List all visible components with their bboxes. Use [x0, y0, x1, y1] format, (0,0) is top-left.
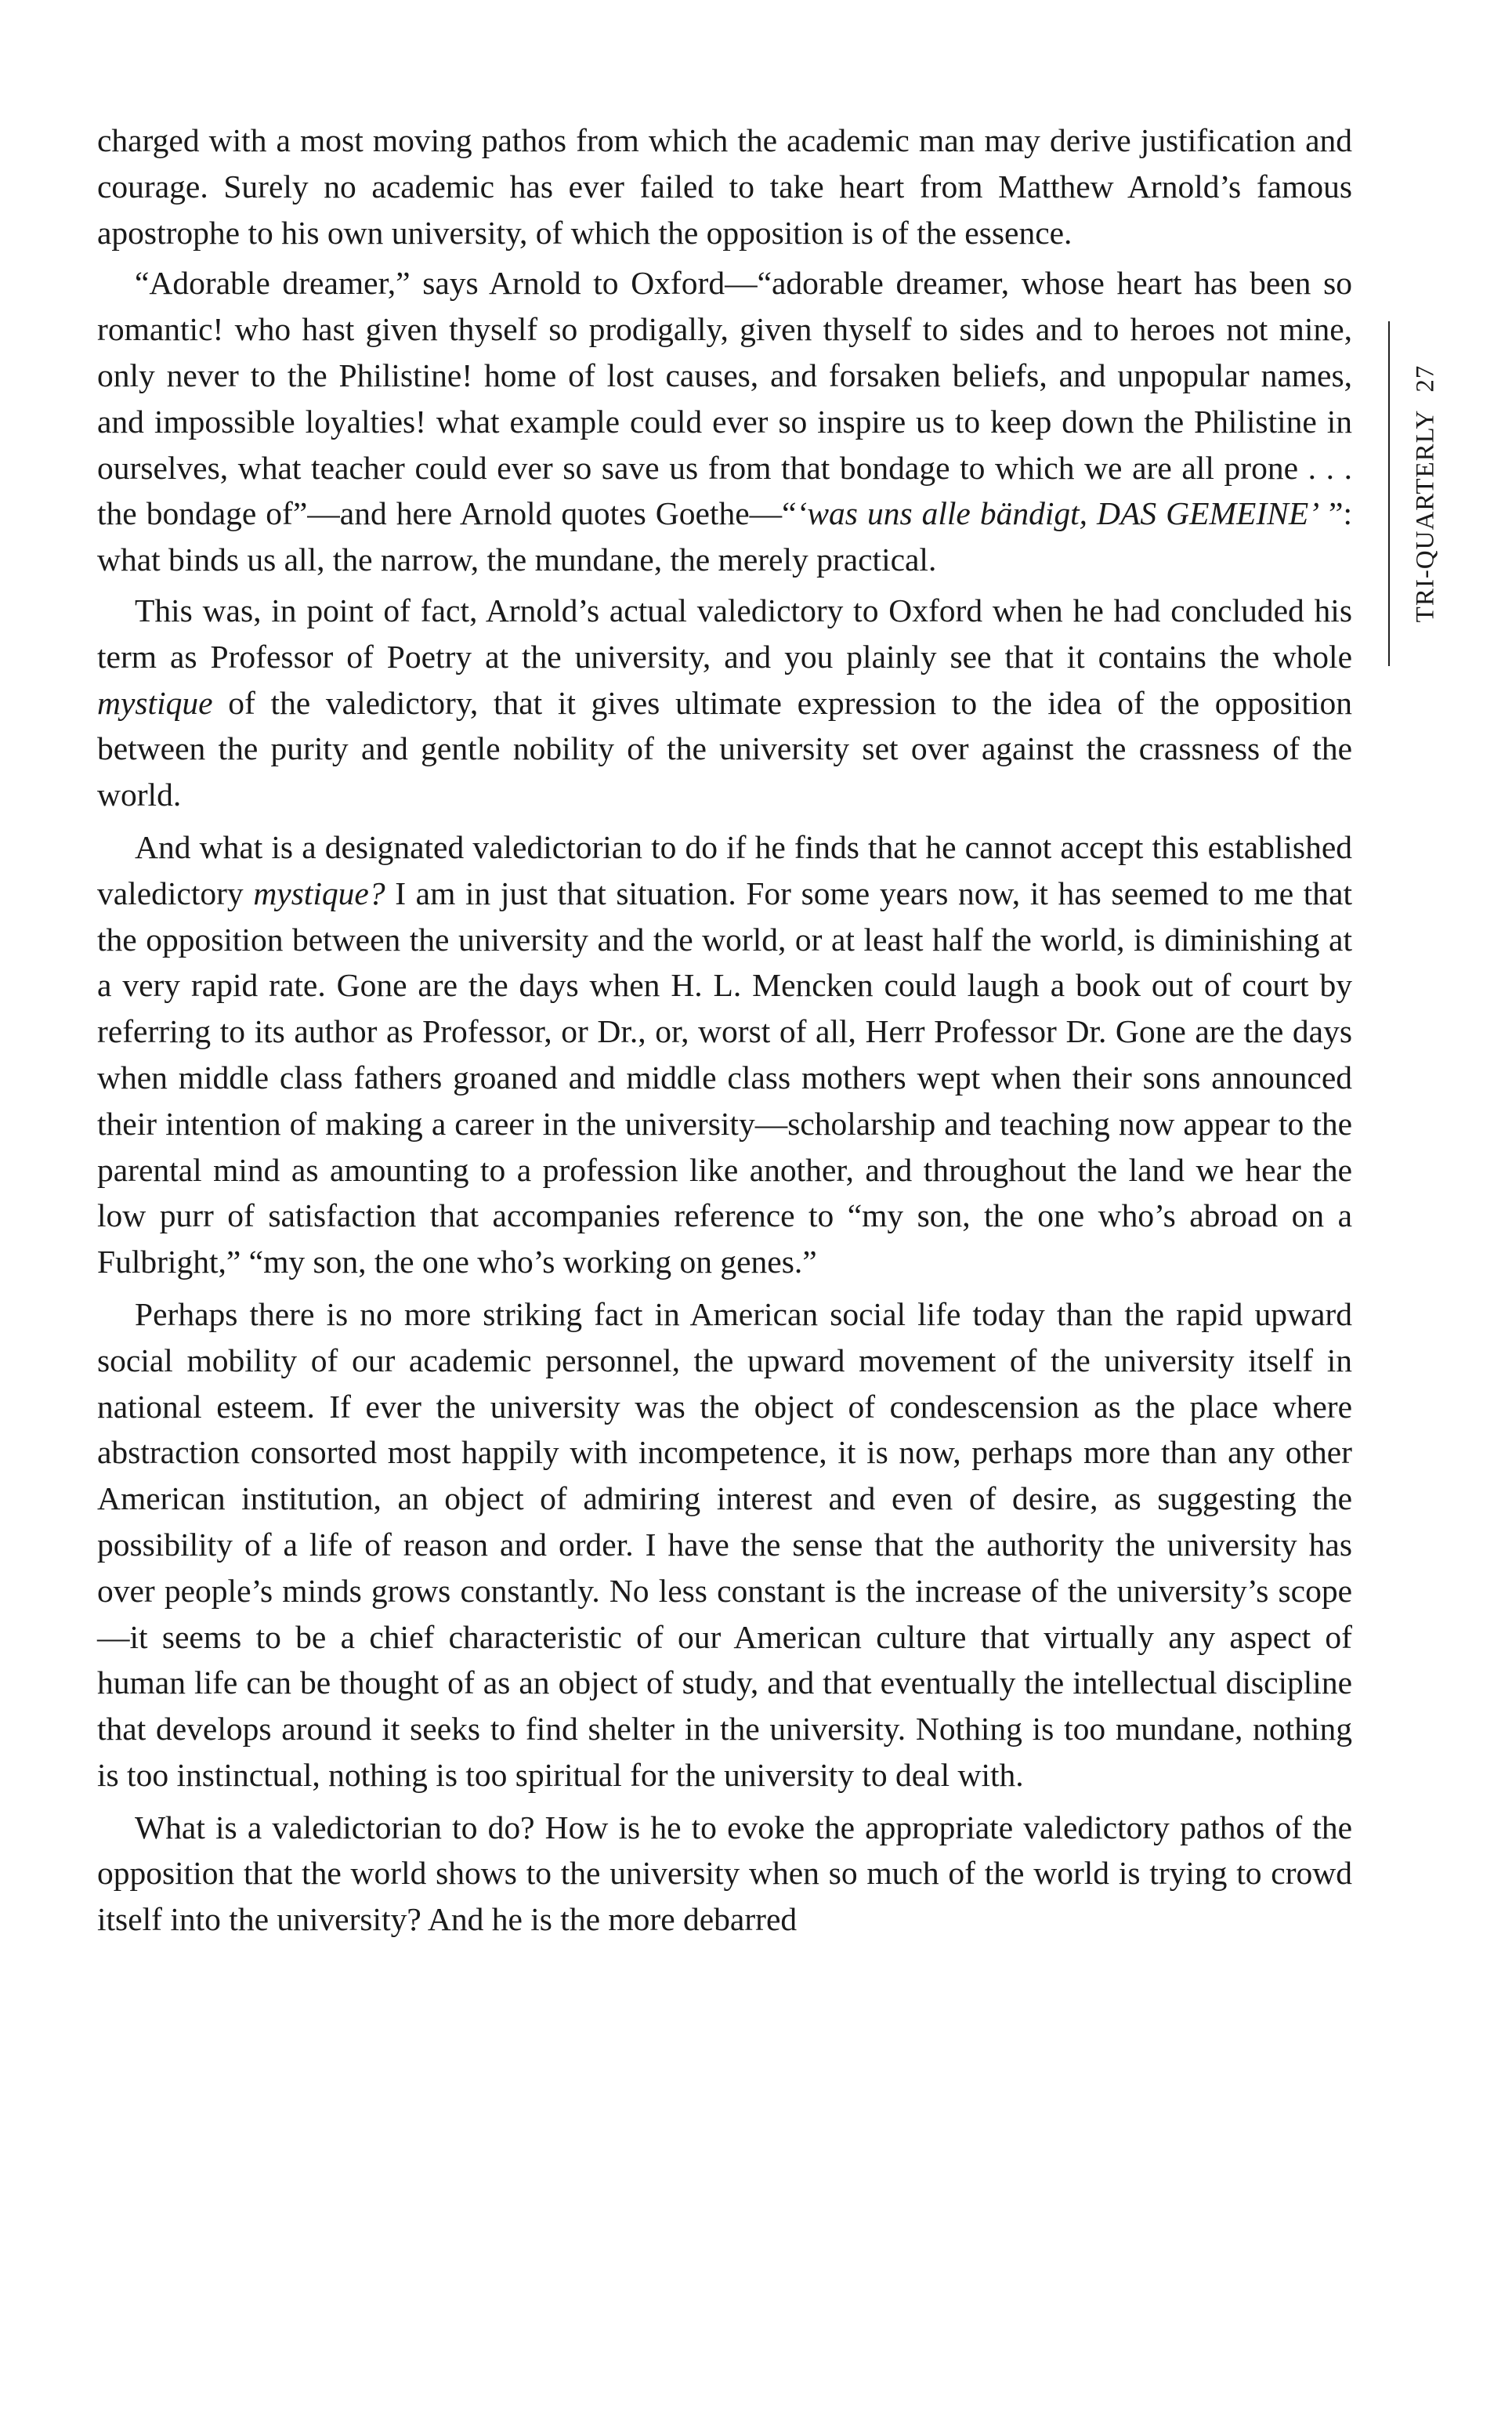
paragraph-2-text-b: ”: what binds us all, the narrow, the mundane, the merely practical. [97, 495, 1352, 578]
paragraph-2-text-a: “Adorable dreamer,” says Arnold to Oxford—“adorable dreamer, whose heart has been so romantic! who hast given thyself so prodigally, given thyself to sides and to heroes not mine, only never to the Philistine! home of lost causes, and forsaken beliefs, and unpopular names, and impossible loyalties! what example could ever so inspire us to keep down the Philistine in ourselves, what teacher could ever so save us from that bondage to which we are all prone . . . the bondage of”—and here Arnold quotes Goethe—“ [97, 265, 1352, 532]
journal-title: TRI-QUARTERLY [1411, 409, 1440, 623]
paragraph-4-text-a: And what is a designated valedictorian to do if he finds that he cannot accept this established valedictory [97, 828, 1352, 911]
paragraph-3-text-b: of the valedictory, that it gives ultimate expression to the idea of the opposition between the purity and gentle nobility of the university set over against the crassness of the world. [97, 684, 1352, 813]
body-text [97, 118, 1352, 1949]
paragraph-4-text-b: I am in just that situation. For some years now, it has seemed to me that the opposition between the university and the world, or at least half the world, is diminishing at a very rapid rate. Gone are the days when H. L. Mencken could laugh a book out of court by referring to its author as Professor, or Dr., or, worst of all, Herr Professor Dr. Gone are the days when middle class fathers groaned and middle class mothers wept when their sons announced their intention of making a career in the university—scholarship and teaching now appear to the parental mind as amounting to a profession like another, and throughout the land we hear the low purr of satisfaction that accompanies reference to “my son, the one who’s abroad on a Fulbright,” “my son, the one who’s working on genes.” [97, 875, 1353, 1280]
running-head-label [1412, 365, 1441, 623]
paragraph-3 [97, 588, 1352, 818]
running-head [1388, 321, 1462, 666]
paragraph-5 [97, 1291, 1352, 1798]
paragraph-4 [97, 824, 1352, 1285]
paragraph-5-text: Perhaps there is no more striking fact in American social life today than the rapid upward social mobility of our academic personnel, the upward movement of the university itself in national esteem. If ever the university was the object of condescension as the place where abstraction consorted most happily with incompetence, it is now, perhaps more than any other American institution, an object of admiring interest and even of desire, as suggesting the possibility of a life of reason and order. I have the sense that the authority the university has over people’s minds grows constantly. No less constant is the increase of the university’s scope—it seems to be a chief characteristic of our American culture that virtually any aspect of human life can be thought of as an object of study, and that eventually the intellectual discipline that develops around it seeks to find shelter in the university. Nothing is too mundane, nothing is too instinctual, nothing is too spiritual for the university to deal with. [97, 1295, 1352, 1793]
paragraph-2-quotation [97, 260, 1352, 583]
page-number: 27 [1411, 364, 1440, 393]
paragraph-3-text-a: This was, in point of fact, Arnold’s actual valedictory to Oxford when he had concluded his term as Professor of Poetry at the university, and you plainly see that it contains the whole [97, 592, 1352, 675]
paragraph-1 [97, 118, 1352, 255]
paragraph-6-text: What is a valedictorian to do? How is he to evoke the appropriate valedictory pathos of the opposition that the world shows to the university when so much of the world is trying to crowd itself into the university? And he is the more debarred [97, 1809, 1352, 1938]
mystique-question-italic: mystique? [253, 875, 385, 911]
paragraph-6 [97, 1805, 1352, 1943]
paragraph-1-text: charged with a most moving pathos from which the academic man may derive justification and courage. Surely no academic has ever failed to take heart from Matthew Arnold’s famous apostrophe to his own university, of which the opposition is of the essence. [97, 122, 1352, 251]
goethe-quote-italic: ‘was uns alle bändigt, DAS GEMEINE’ [796, 495, 1320, 532]
mystique-italic: mystique [97, 684, 213, 721]
